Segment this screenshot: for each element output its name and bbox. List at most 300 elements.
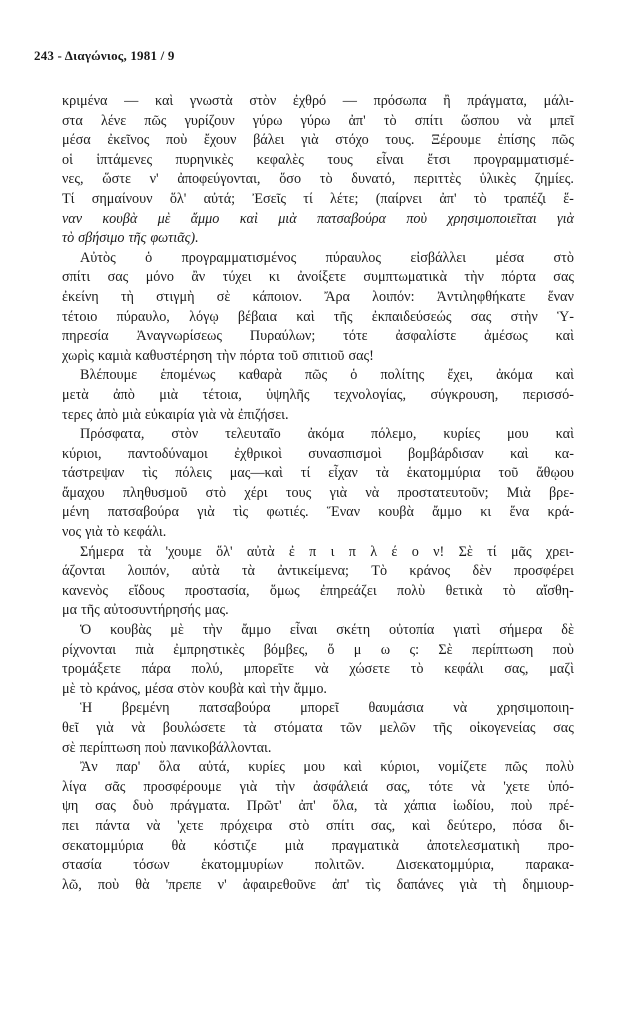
word: πάντα bbox=[95, 817, 130, 834]
word: ὑψηλῆς bbox=[266, 386, 310, 403]
word: τους bbox=[327, 151, 353, 168]
word: αἴσθη- bbox=[536, 582, 574, 599]
text-line bbox=[62, 210, 574, 230]
word: σὲ bbox=[62, 739, 76, 756]
word: οἰκογενείας bbox=[469, 720, 536, 736]
word: Ἡ bbox=[80, 700, 93, 717]
word: περιττὲς bbox=[413, 171, 461, 188]
word: τῆς bbox=[433, 720, 452, 736]
word: σβήσιμο bbox=[78, 230, 125, 247]
word: μαζὶ bbox=[549, 661, 574, 678]
word: πατσαβούρα bbox=[107, 504, 179, 521]
word: τί bbox=[300, 465, 311, 482]
word: καμιὰ bbox=[97, 347, 132, 364]
word: ἄμμο bbox=[241, 622, 271, 639]
word: μᾶς bbox=[510, 543, 532, 560]
word: στιγμὴ bbox=[156, 288, 195, 305]
word: ἐκείνη bbox=[62, 288, 99, 305]
word: αὐτοσυντήρησής bbox=[103, 602, 201, 619]
text-line bbox=[62, 778, 574, 798]
word: παρακα- bbox=[525, 857, 574, 874]
word: κι bbox=[480, 504, 492, 521]
text-line bbox=[62, 131, 574, 151]
word: ψη bbox=[62, 798, 79, 815]
word: τί bbox=[487, 543, 497, 560]
word: Ἀντιληφθήκατε bbox=[436, 288, 526, 305]
word: ὅσο bbox=[279, 171, 302, 188]
word: τὰ bbox=[374, 798, 388, 815]
text-line bbox=[62, 268, 574, 288]
word: ἀπὸ bbox=[113, 386, 135, 403]
word: συνασπισμοὶ bbox=[308, 445, 382, 462]
word: στόματα bbox=[273, 720, 323, 736]
word: μένη bbox=[62, 504, 90, 521]
word: σας bbox=[107, 269, 129, 286]
word: ἀσφαλίστε bbox=[395, 328, 457, 345]
text-line bbox=[62, 817, 574, 837]
word: κα- bbox=[554, 445, 574, 462]
word: βομβάρδισαν bbox=[408, 445, 484, 462]
word: μα bbox=[62, 602, 78, 619]
word: δὲν bbox=[472, 563, 492, 580]
text-line bbox=[62, 758, 574, 778]
word: σπίτι bbox=[326, 817, 355, 834]
word: πληθυσμοῦ bbox=[122, 484, 188, 501]
word: χρησιμοποιη- bbox=[496, 700, 574, 717]
word: προσφέρει bbox=[513, 563, 574, 580]
word: γιὰ bbox=[198, 406, 217, 423]
word: παντοδύναμοι bbox=[127, 445, 208, 462]
text-line bbox=[62, 425, 574, 445]
word: θετικὰ bbox=[445, 582, 483, 599]
word: καὶ bbox=[296, 308, 315, 325]
word: νὰ bbox=[131, 720, 146, 736]
word: ζημίες. bbox=[534, 171, 574, 188]
word: σας bbox=[553, 269, 574, 286]
text-line bbox=[62, 406, 574, 426]
text-line bbox=[62, 484, 574, 504]
word: μας. bbox=[204, 602, 229, 619]
word: ο bbox=[411, 543, 419, 560]
word: ἐμπρηστικὲς bbox=[173, 641, 245, 658]
word: εἶναι bbox=[289, 622, 318, 639]
word: ρίχνονται bbox=[62, 641, 117, 658]
word: μου bbox=[506, 426, 529, 443]
word: νὰ bbox=[365, 484, 380, 501]
word: πάρα bbox=[141, 661, 171, 678]
word: π bbox=[309, 543, 317, 560]
word: αὐτὰ bbox=[246, 543, 275, 560]
word: ἐχθρικοὶ bbox=[234, 445, 282, 462]
word: πόρτα bbox=[239, 347, 275, 364]
word: Ξέρουμε bbox=[431, 132, 481, 149]
word: σπίτι bbox=[414, 112, 443, 129]
word: τρομάξετε bbox=[62, 661, 121, 678]
word: κράνος, bbox=[96, 680, 141, 697]
word: εἶναι bbox=[376, 151, 404, 168]
text-line bbox=[62, 660, 574, 680]
word: λέτε; bbox=[330, 190, 359, 207]
word: σας bbox=[470, 308, 492, 325]
word: καὶ bbox=[555, 328, 574, 345]
word: κι bbox=[268, 269, 280, 286]
text-line bbox=[62, 92, 574, 112]
word: μέσα bbox=[144, 680, 174, 697]
word: έ bbox=[391, 543, 398, 560]
text-line bbox=[62, 837, 574, 857]
word: τέτοια, bbox=[202, 386, 242, 403]
word: θὰ bbox=[135, 876, 150, 893]
word: πῶς bbox=[505, 759, 528, 776]
word: γιὰ bbox=[459, 876, 478, 893]
text-line bbox=[62, 680, 574, 700]
word: τὶς bbox=[233, 504, 249, 521]
word: ἔτσι bbox=[427, 151, 451, 168]
word: νὰ bbox=[314, 661, 329, 678]
word: κεφάλι bbox=[444, 661, 484, 678]
word: Σὲ bbox=[458, 543, 473, 560]
word: λοιπόν: bbox=[372, 288, 415, 305]
word: ὅμως bbox=[269, 582, 300, 599]
word: πολιτῶν. bbox=[314, 857, 365, 874]
word: βουλώσετε bbox=[162, 720, 226, 736]
word: ἀνοίξετε bbox=[297, 269, 346, 286]
word: ἀκόμα bbox=[307, 426, 345, 443]
text-line bbox=[62, 386, 574, 406]
word: 'χουμε bbox=[165, 543, 202, 560]
word: ὑπό- bbox=[547, 778, 574, 795]
word: τὴν bbox=[202, 622, 223, 639]
word: ὅ bbox=[327, 641, 335, 658]
word: τοῦ bbox=[278, 347, 299, 364]
word: πολὺ bbox=[397, 582, 426, 599]
word: καὶ bbox=[555, 426, 574, 443]
word: προστατευτοῦν; bbox=[397, 484, 489, 501]
word: ἀπ' bbox=[348, 112, 366, 129]
word: προστασία, bbox=[184, 582, 250, 599]
word: ἀσφάλειά bbox=[313, 778, 368, 795]
word: πόρτα bbox=[501, 269, 536, 286]
word: ὅλ' bbox=[169, 190, 187, 207]
word: σας bbox=[95, 798, 116, 815]
word: ς: bbox=[409, 641, 420, 658]
word: γυρίζουν bbox=[184, 112, 235, 129]
word: ποὺ bbox=[165, 132, 188, 149]
word: μιὰ bbox=[278, 210, 297, 227]
word: μὲ bbox=[170, 622, 184, 639]
word: ἐκπαιδεύσεώς bbox=[371, 308, 452, 325]
word: ἐπηρεάζει bbox=[319, 582, 377, 599]
word: πρέ- bbox=[549, 798, 574, 815]
word: εἶχαν bbox=[328, 465, 358, 482]
text-line bbox=[62, 601, 574, 621]
word: κεφάλι. bbox=[123, 524, 167, 541]
word: πει bbox=[62, 817, 79, 834]
word: ι bbox=[330, 543, 335, 560]
word: θαυμάσια bbox=[368, 700, 424, 717]
word: Ἀναγνωρίσεως bbox=[136, 328, 222, 345]
word: δι- bbox=[558, 817, 574, 834]
word: νος bbox=[62, 524, 82, 541]
word: ἑκατομμύρια bbox=[406, 465, 481, 482]
word: νὰ bbox=[146, 817, 161, 834]
word: μπεῖ bbox=[549, 112, 574, 129]
word: τραπέζι bbox=[503, 190, 546, 207]
word: ἀποτελεσματικὴ bbox=[426, 837, 520, 854]
word: σκέτη bbox=[336, 622, 371, 639]
word: ὁ bbox=[145, 249, 153, 266]
word: πολύ, bbox=[191, 661, 223, 678]
word: σημαίνουν bbox=[91, 190, 153, 207]
word: καὶ bbox=[411, 817, 431, 834]
word: νὰ bbox=[453, 700, 468, 717]
word: ὁ bbox=[350, 367, 358, 384]
word: ποὺ bbox=[144, 739, 167, 756]
word: γιὰ bbox=[239, 778, 258, 795]
word: δὲ bbox=[561, 622, 574, 639]
word: πρόχειρα bbox=[220, 817, 273, 834]
word: τὴν bbox=[464, 269, 484, 286]
text-line bbox=[62, 190, 574, 210]
word: τεχνολογίας, bbox=[333, 386, 407, 403]
word: κάποιον. bbox=[252, 288, 303, 305]
text-line bbox=[62, 347, 574, 367]
word: τῶν bbox=[340, 720, 362, 736]
word: τελευταῖο bbox=[225, 426, 281, 443]
word: σας, bbox=[504, 661, 529, 678]
word: τους. bbox=[385, 132, 415, 149]
word: κράνος bbox=[409, 563, 451, 580]
word: ἄθῳου bbox=[536, 465, 574, 482]
text-line bbox=[62, 699, 574, 719]
word: τὸ bbox=[502, 582, 516, 599]
word: χέρι bbox=[244, 484, 268, 501]
word: λ bbox=[370, 543, 378, 560]
word: γιὰ bbox=[85, 524, 103, 541]
word: ω bbox=[380, 641, 391, 658]
word: κρά- bbox=[547, 504, 574, 521]
word: Τί bbox=[62, 190, 75, 207]
word: Πρῶτ' bbox=[246, 798, 282, 815]
word: ἀπὸ bbox=[96, 406, 119, 423]
word: τὶς bbox=[142, 465, 158, 482]
word: ἐπίσης bbox=[497, 132, 536, 149]
word: πόλεις bbox=[175, 465, 212, 482]
word: αὐτὰ bbox=[191, 563, 220, 580]
word: πύραυλος bbox=[325, 249, 381, 266]
word: περίπτωση bbox=[471, 641, 534, 658]
word: συμπτωματικὰ bbox=[363, 269, 447, 286]
word: τὴ bbox=[120, 288, 134, 305]
text-line bbox=[62, 719, 574, 739]
text-line bbox=[62, 503, 574, 523]
word: ἀποφεύγονται, bbox=[177, 171, 261, 188]
word: ν' bbox=[149, 171, 159, 188]
word: μιὰ bbox=[122, 406, 141, 423]
word: καὶ bbox=[343, 759, 362, 776]
word: τύχει bbox=[222, 269, 252, 286]
word: καὶ bbox=[239, 210, 258, 227]
word: περισσό- bbox=[522, 386, 574, 403]
word: πράγματα, bbox=[467, 93, 527, 109]
word: ἀμέσως bbox=[484, 328, 528, 345]
word: ἀντικείμενα; bbox=[277, 563, 349, 580]
word: τὰ bbox=[138, 543, 152, 560]
word: Ἐσεῖς bbox=[252, 190, 287, 207]
word: ἑκατομμυρίων bbox=[201, 857, 284, 874]
word: Ἂν bbox=[80, 759, 98, 776]
word: νὰ bbox=[517, 112, 532, 129]
word: γνωστὰ bbox=[189, 93, 233, 109]
word: τὸ bbox=[383, 112, 397, 129]
word: ὥσπου bbox=[461, 112, 500, 129]
word: κουβὰς bbox=[110, 622, 152, 639]
word: χρησιμοποιεῖται bbox=[447, 210, 537, 227]
word: πρόσωπα bbox=[373, 93, 427, 109]
word: ὥστε bbox=[102, 171, 131, 188]
word: βόμβες, bbox=[263, 641, 308, 658]
text-line bbox=[62, 327, 574, 347]
word: μπορεῖτε bbox=[243, 661, 295, 678]
text-line bbox=[62, 621, 574, 641]
word: ἄμμο bbox=[190, 210, 220, 227]
word: πανικοβάλλονται. bbox=[170, 739, 272, 756]
word: βρεμένη bbox=[121, 700, 170, 717]
word: ἄμμο bbox=[432, 504, 462, 521]
word: πατσαβούρα bbox=[317, 210, 387, 227]
text-line bbox=[62, 641, 574, 661]
text-line bbox=[62, 797, 574, 817]
word: ἰωδίου, bbox=[452, 798, 495, 815]
word: λένε bbox=[100, 112, 127, 129]
word: στὸ bbox=[205, 484, 227, 501]
word: στὸν bbox=[249, 93, 277, 109]
word: 'πρεπε bbox=[165, 876, 202, 893]
word: πράγματα. bbox=[170, 798, 230, 815]
text-line bbox=[62, 366, 574, 386]
word: ποὺ bbox=[510, 798, 533, 815]
word: τὸ bbox=[473, 190, 487, 207]
word: καθυστέρηση bbox=[135, 347, 213, 364]
text-line bbox=[62, 112, 574, 132]
word: Πρόσφατα, bbox=[80, 426, 145, 443]
word: λῶ, bbox=[62, 876, 82, 893]
word: 'χετε bbox=[503, 778, 530, 795]
text-line bbox=[62, 445, 574, 465]
word: τὸ bbox=[106, 524, 120, 541]
word: τὸ bbox=[410, 661, 424, 678]
word: σὲ bbox=[216, 288, 231, 305]
word: προγραμματισμέ- bbox=[473, 151, 574, 168]
word: Δισεκατομμύρια, bbox=[396, 857, 495, 874]
word: ποὺ bbox=[552, 641, 574, 658]
word: κριμένα bbox=[62, 93, 108, 109]
word: σήμερα bbox=[499, 622, 543, 639]
word: τερες bbox=[62, 406, 93, 423]
word: μελῶν bbox=[379, 720, 416, 736]
word: ἀπ' bbox=[332, 876, 350, 893]
word: τί bbox=[303, 190, 313, 207]
text-line bbox=[62, 543, 574, 563]
word: πολὺ bbox=[545, 759, 574, 776]
text-line bbox=[62, 739, 574, 759]
word: πολίτης bbox=[380, 367, 425, 384]
word: κυρίες bbox=[443, 426, 480, 443]
word: τους bbox=[285, 484, 312, 501]
word: σεκατομμύρια bbox=[62, 837, 144, 854]
word: βάλει bbox=[253, 132, 285, 149]
word: πόσα bbox=[512, 817, 542, 834]
word: σας, bbox=[370, 817, 396, 834]
word: σας! bbox=[348, 347, 374, 364]
word: κόστιζε bbox=[213, 837, 257, 854]
text-line bbox=[62, 464, 574, 484]
word: Ὑ- bbox=[557, 308, 574, 325]
word: πόλεμο, bbox=[371, 426, 417, 443]
word: τὰ bbox=[375, 465, 389, 482]
word: γιὰ bbox=[329, 484, 348, 501]
text-line bbox=[62, 856, 574, 876]
word: ἐπιζήσει. bbox=[237, 406, 289, 423]
word: προγραμματισμένος bbox=[181, 249, 297, 266]
word: τὰ bbox=[243, 720, 257, 736]
word: τὰ bbox=[241, 563, 255, 580]
word: ἄμαχου bbox=[62, 484, 105, 501]
word: πατσαβούρα bbox=[199, 700, 271, 717]
word: ἀπ' bbox=[298, 798, 316, 815]
word: αὐτά; bbox=[203, 190, 236, 207]
word: τὴν bbox=[270, 680, 290, 697]
word: κουβὰ bbox=[378, 504, 414, 521]
word: τῆς bbox=[81, 602, 100, 619]
word: Αὐτὸς bbox=[80, 249, 116, 266]
word: σπιτιοῦ bbox=[302, 347, 345, 364]
word: μετὰ bbox=[62, 386, 89, 403]
word: στὸ bbox=[288, 817, 310, 834]
word: ν' bbox=[217, 876, 227, 893]
word: φωτιᾶς). bbox=[150, 230, 199, 247]
word: λόγῳ bbox=[189, 308, 219, 325]
word: ποὺ bbox=[406, 210, 428, 227]
word: βρε- bbox=[548, 484, 574, 501]
text-line bbox=[62, 229, 574, 249]
word: τέτοιο bbox=[62, 308, 98, 325]
word: κύριοι, bbox=[62, 445, 102, 462]
word: ὅλ' bbox=[216, 543, 233, 560]
word: γιὰ bbox=[197, 504, 215, 521]
word: δυὸ bbox=[132, 798, 154, 815]
word: δαπάνες bbox=[396, 876, 444, 893]
text-line bbox=[62, 582, 574, 602]
word: ποὺ bbox=[97, 876, 120, 893]
word: πιὰ bbox=[135, 641, 154, 658]
word: εἰσβάλλει bbox=[410, 249, 467, 266]
word: πύραυλο, bbox=[116, 308, 170, 325]
word: γύρω bbox=[252, 112, 283, 129]
word: μπορεῖ bbox=[300, 700, 339, 717]
word: Μιὰ bbox=[506, 484, 531, 501]
word: Ἄρα bbox=[324, 288, 350, 305]
word: οἱ bbox=[62, 151, 73, 168]
text-line bbox=[62, 170, 574, 190]
text-line bbox=[62, 151, 574, 171]
word: οὐτοπία bbox=[389, 622, 435, 639]
word: μου bbox=[303, 759, 326, 776]
body-text bbox=[62, 92, 574, 895]
word: αὐτά, bbox=[198, 759, 230, 776]
word: δυνατό, bbox=[351, 171, 396, 188]
word: καὶ bbox=[555, 367, 574, 384]
